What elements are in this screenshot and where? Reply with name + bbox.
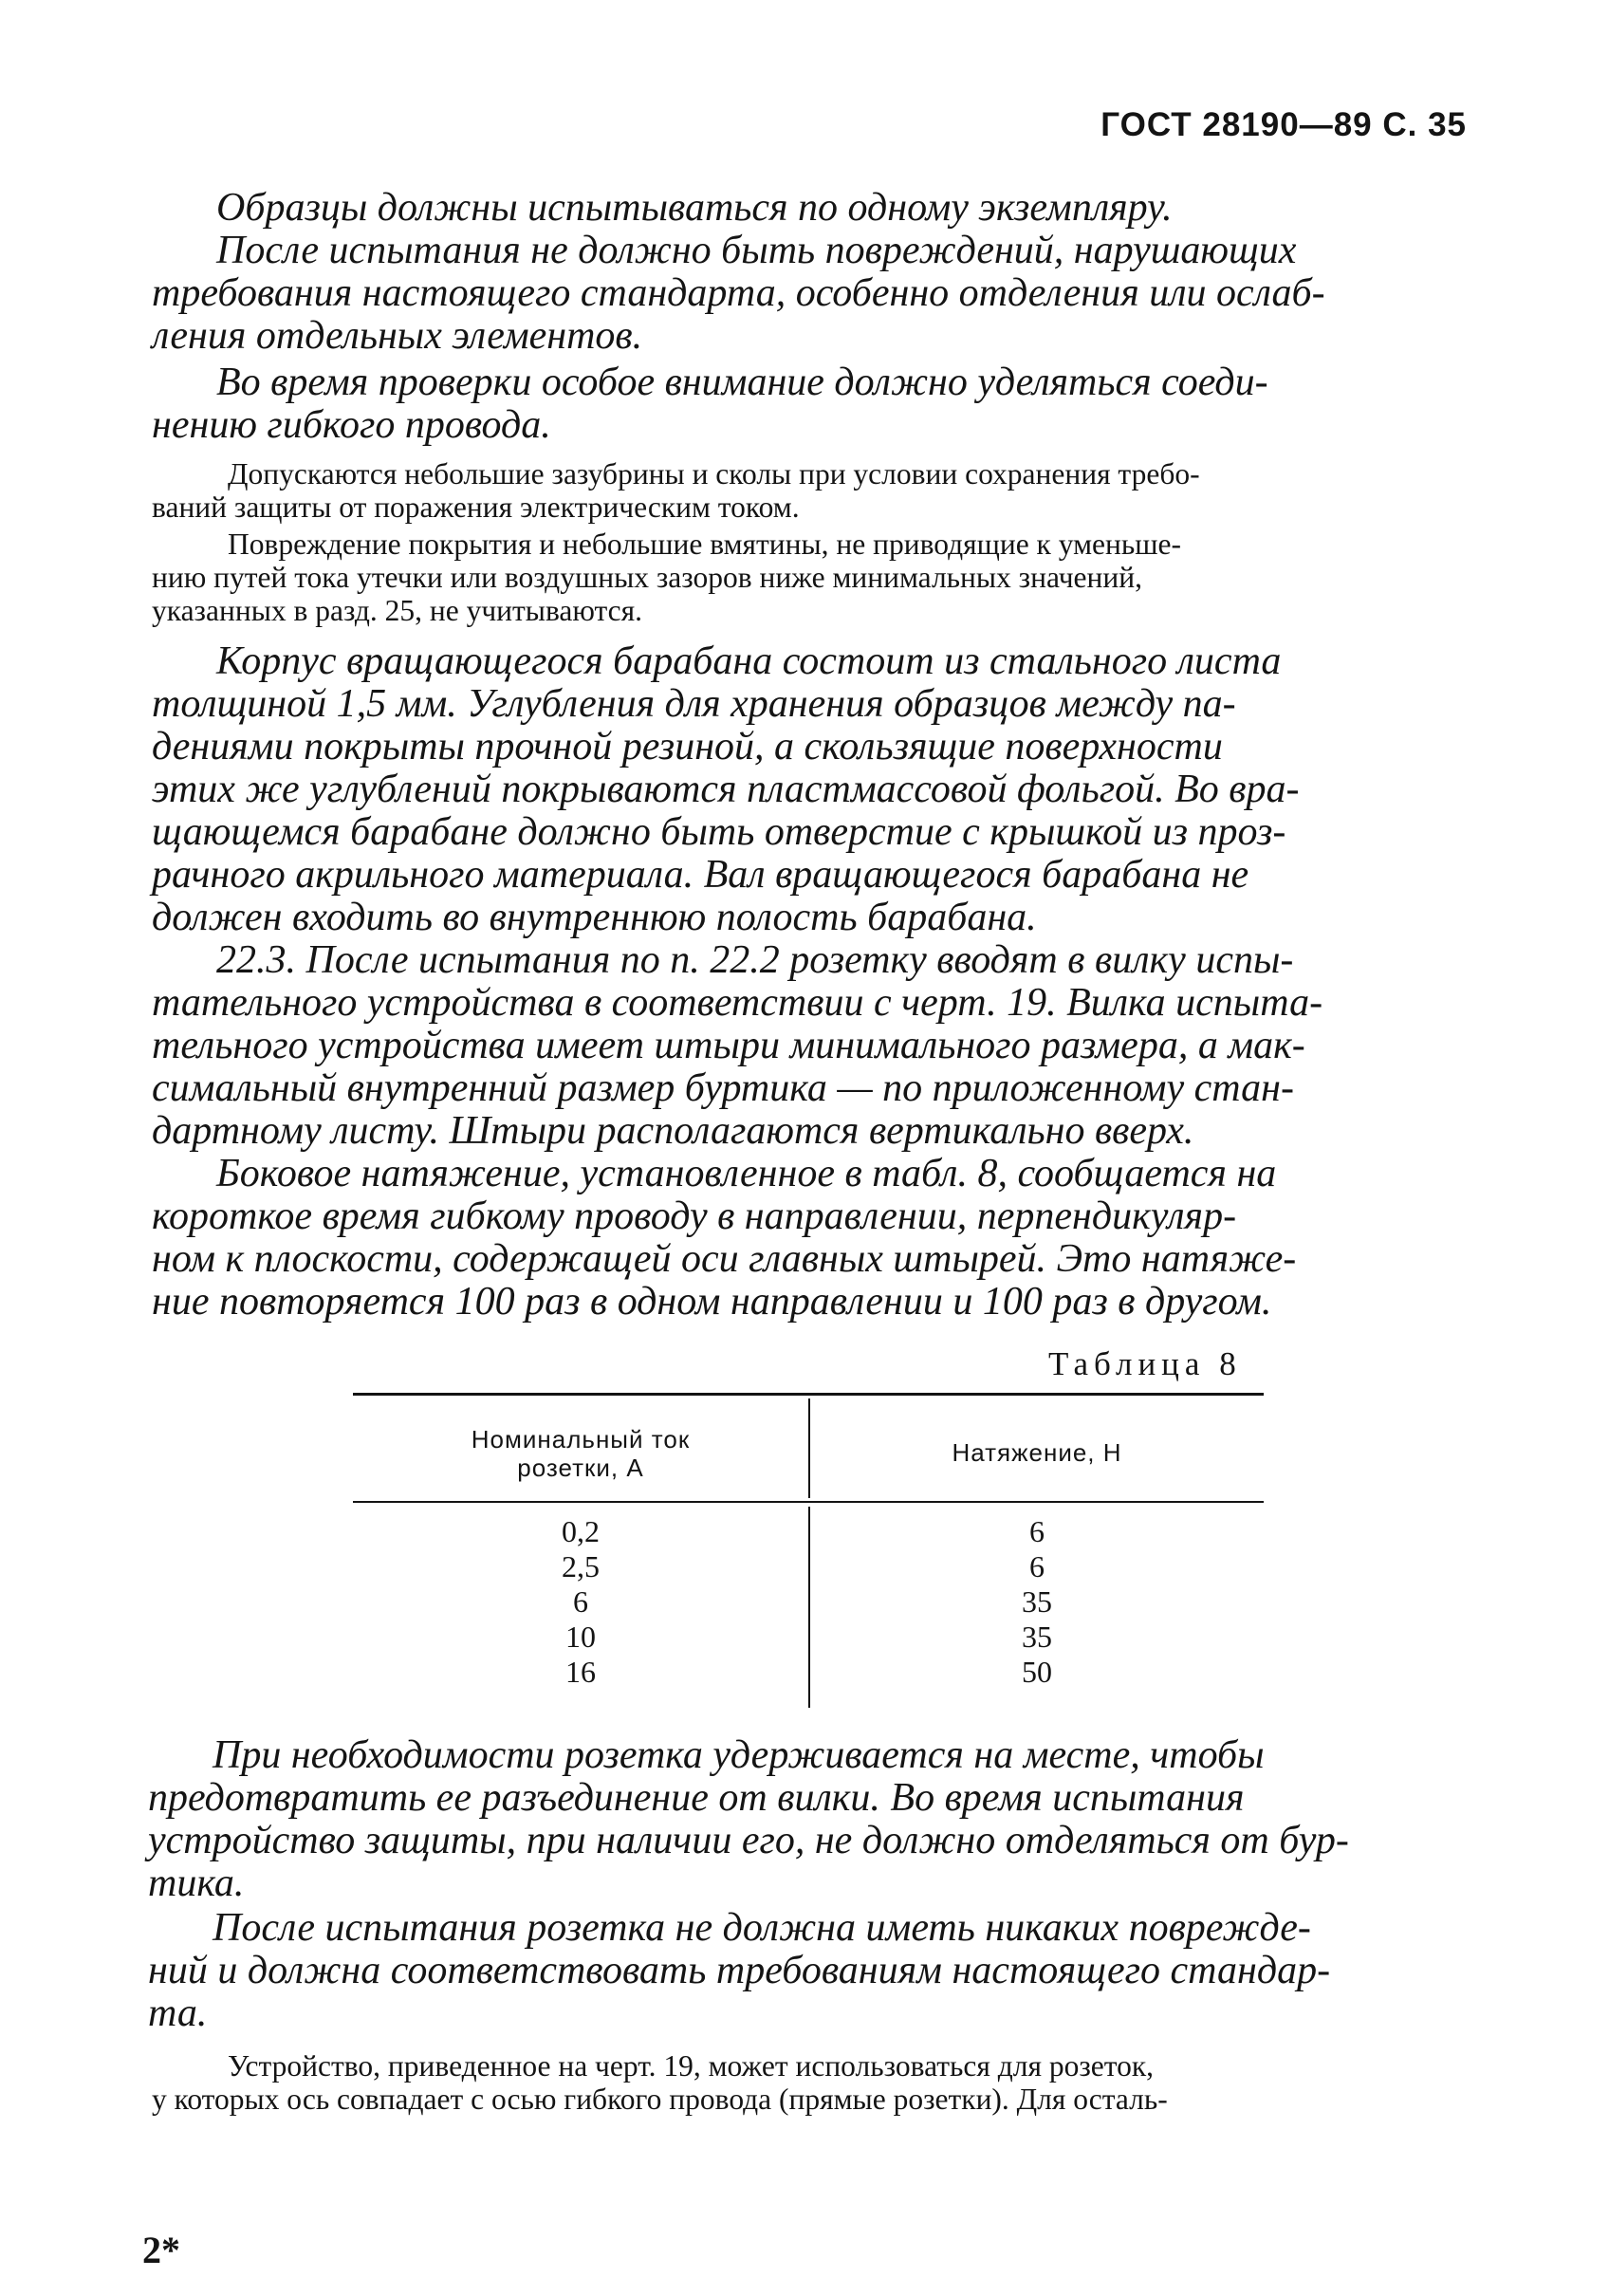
text-line: устройство защиты, при наличии его, не должно отделяться от бур- [148,1819,1349,1862]
text-line: ваний защиты от поражения электрическим током. [152,491,800,524]
paragraph-samples [152,187,1475,230]
table-cell: 35 [1022,1584,1052,1619]
note-notches [152,457,1475,524]
text-line: у которых ось совпадает с осью гибкого провода (прямые розетки). Для осталь- [152,2083,1168,2116]
text-line: тика. [148,1861,245,1905]
note-device [152,2049,1475,2116]
table-header-rule [353,1501,1264,1503]
text-line: указанных в разд. 25, не учитываются. [152,594,643,627]
text-line: нию путей тока утечки или воздушных зазоров ниже минимальных значений, [152,561,1142,594]
bottom-note-block [152,2049,1475,2116]
header-line: розетки, А [517,1454,644,1482]
text-line: щающемся барабане должно быть отверстие с крышкой из проз- [152,810,1286,854]
column-header-current [353,1425,808,1482]
column-header-tension: Натяжение, Н [952,1438,1122,1467]
column-tension-values [810,1514,1264,1690]
table-caption: Таблица 8 [1048,1345,1242,1382]
table-cell: 6 [1029,1549,1045,1583]
column-current-values [353,1514,808,1690]
text-line: короткое время гибкому проводу в направлении, перпендикуляр- [152,1194,1237,1238]
text-line: При необходимости розетка удерживается на месте, чтобы [213,1733,1265,1777]
text-line: Боковое натяжение, установленное в табл. 8, сообщается на [216,1152,1277,1195]
table-cell: 10 [565,1620,596,1654]
note-damage [152,528,1475,627]
table-cell: 6 [1029,1514,1045,1548]
text-line: предотвратить ее разъединение от вилки. Во время испытания [148,1776,1245,1820]
paragraph-drum [152,640,1475,939]
text-line: Устройство, приведенное на черт. 19, может использоваться для розеток, [228,2049,1155,2083]
paragraph-side-tension [152,1153,1475,1324]
text-line: должен входить во внутреннюю полость барабана. [152,896,1037,939]
text-line: этих же углублений покрываются пластмассовой фольгой. Во вра- [152,768,1300,811]
small-notes-block [152,457,1475,627]
text-line: толщиной 1,5 мм. Углубления для хранения образцов между па- [152,682,1236,726]
top-italic-block [152,187,1475,447]
text-line: нению гибкого провода. [152,403,551,447]
text-line: Образцы должны испытываться по одному экземпляру. [216,186,1173,230]
text-line: ние повторяется 100 раз в одном направлении и 100 раз в другом. [152,1280,1272,1324]
header-line: Номинальный ток [471,1425,691,1454]
text-line: рачного акрильного материала. Вал вращающегося барабана не [152,853,1249,897]
text-line: дартному листу. Штыри располагаются вертикально вверх. [152,1109,1194,1153]
table-cell: 16 [565,1655,596,1689]
table-cell: 6 [573,1584,588,1619]
text-line: Повреждение покрытия и небольшие вмятины, не приводящие к уменьше- [228,528,1181,561]
paragraph-22-3 [152,939,1475,1153]
table-cell: 2,5 [562,1549,600,1583]
paragraph-check [152,361,1475,447]
text-line: 22.3. После испытания по п. 22.2 розетку вводят в вилку испы- [216,938,1294,982]
text-line: дениями покрыты прочной резиной, а скользящие поверхности [152,725,1223,768]
table-cell: 0,2 [562,1514,600,1548]
text-line: тательного устройства в соответствии с черт. 19. Вилка испыта- [152,981,1323,1025]
text-line: Корпус вращающегося барабана состоит из стального листа [216,639,1282,683]
signature-mark: 2* [142,2229,180,2271]
text-line: ления отдельных элементов. [152,314,643,358]
paragraph-no-damage [148,1907,1471,2035]
text-line: ний и должна соответствовать требованиям настоящего стандар- [148,1949,1331,1992]
text-line: требования настоящего стандарта, особенно отделения или ослаб- [152,271,1325,315]
running-head: ГОСТ 28190—89 С. 35 [1100,106,1467,143]
text-line: та. [148,1991,208,2035]
text-line: После испытания не должно быть повреждений, нарушающих [216,229,1297,272]
table-cell: 50 [1022,1655,1052,1689]
text-line: тельного устройства имеет штыри минимального размера, а мак- [152,1024,1305,1067]
paragraph-after-test [152,230,1475,358]
table-top-rule [353,1393,1264,1396]
text-line: симальный внутренний размер буртика — по приложенному стан- [152,1066,1294,1110]
text-line: Допускаются небольшие зазубрины и сколы при условии сохранения требо- [228,457,1200,491]
table-cell: 35 [1022,1620,1052,1654]
bottom-italic-block [148,1734,1471,2035]
text-line: ном к плоскости, содержащей оси главных штырей. Это натяже- [152,1237,1297,1281]
paragraph-hold-socket [148,1734,1471,1905]
text-line: После испытания розетка не должна иметь никаких поврежде- [213,1906,1311,1950]
text-line: Во время проверки особое внимание должно уделяться соеди- [216,361,1268,404]
tension-table [353,1393,1264,1715]
middle-italic-block [152,640,1475,1324]
